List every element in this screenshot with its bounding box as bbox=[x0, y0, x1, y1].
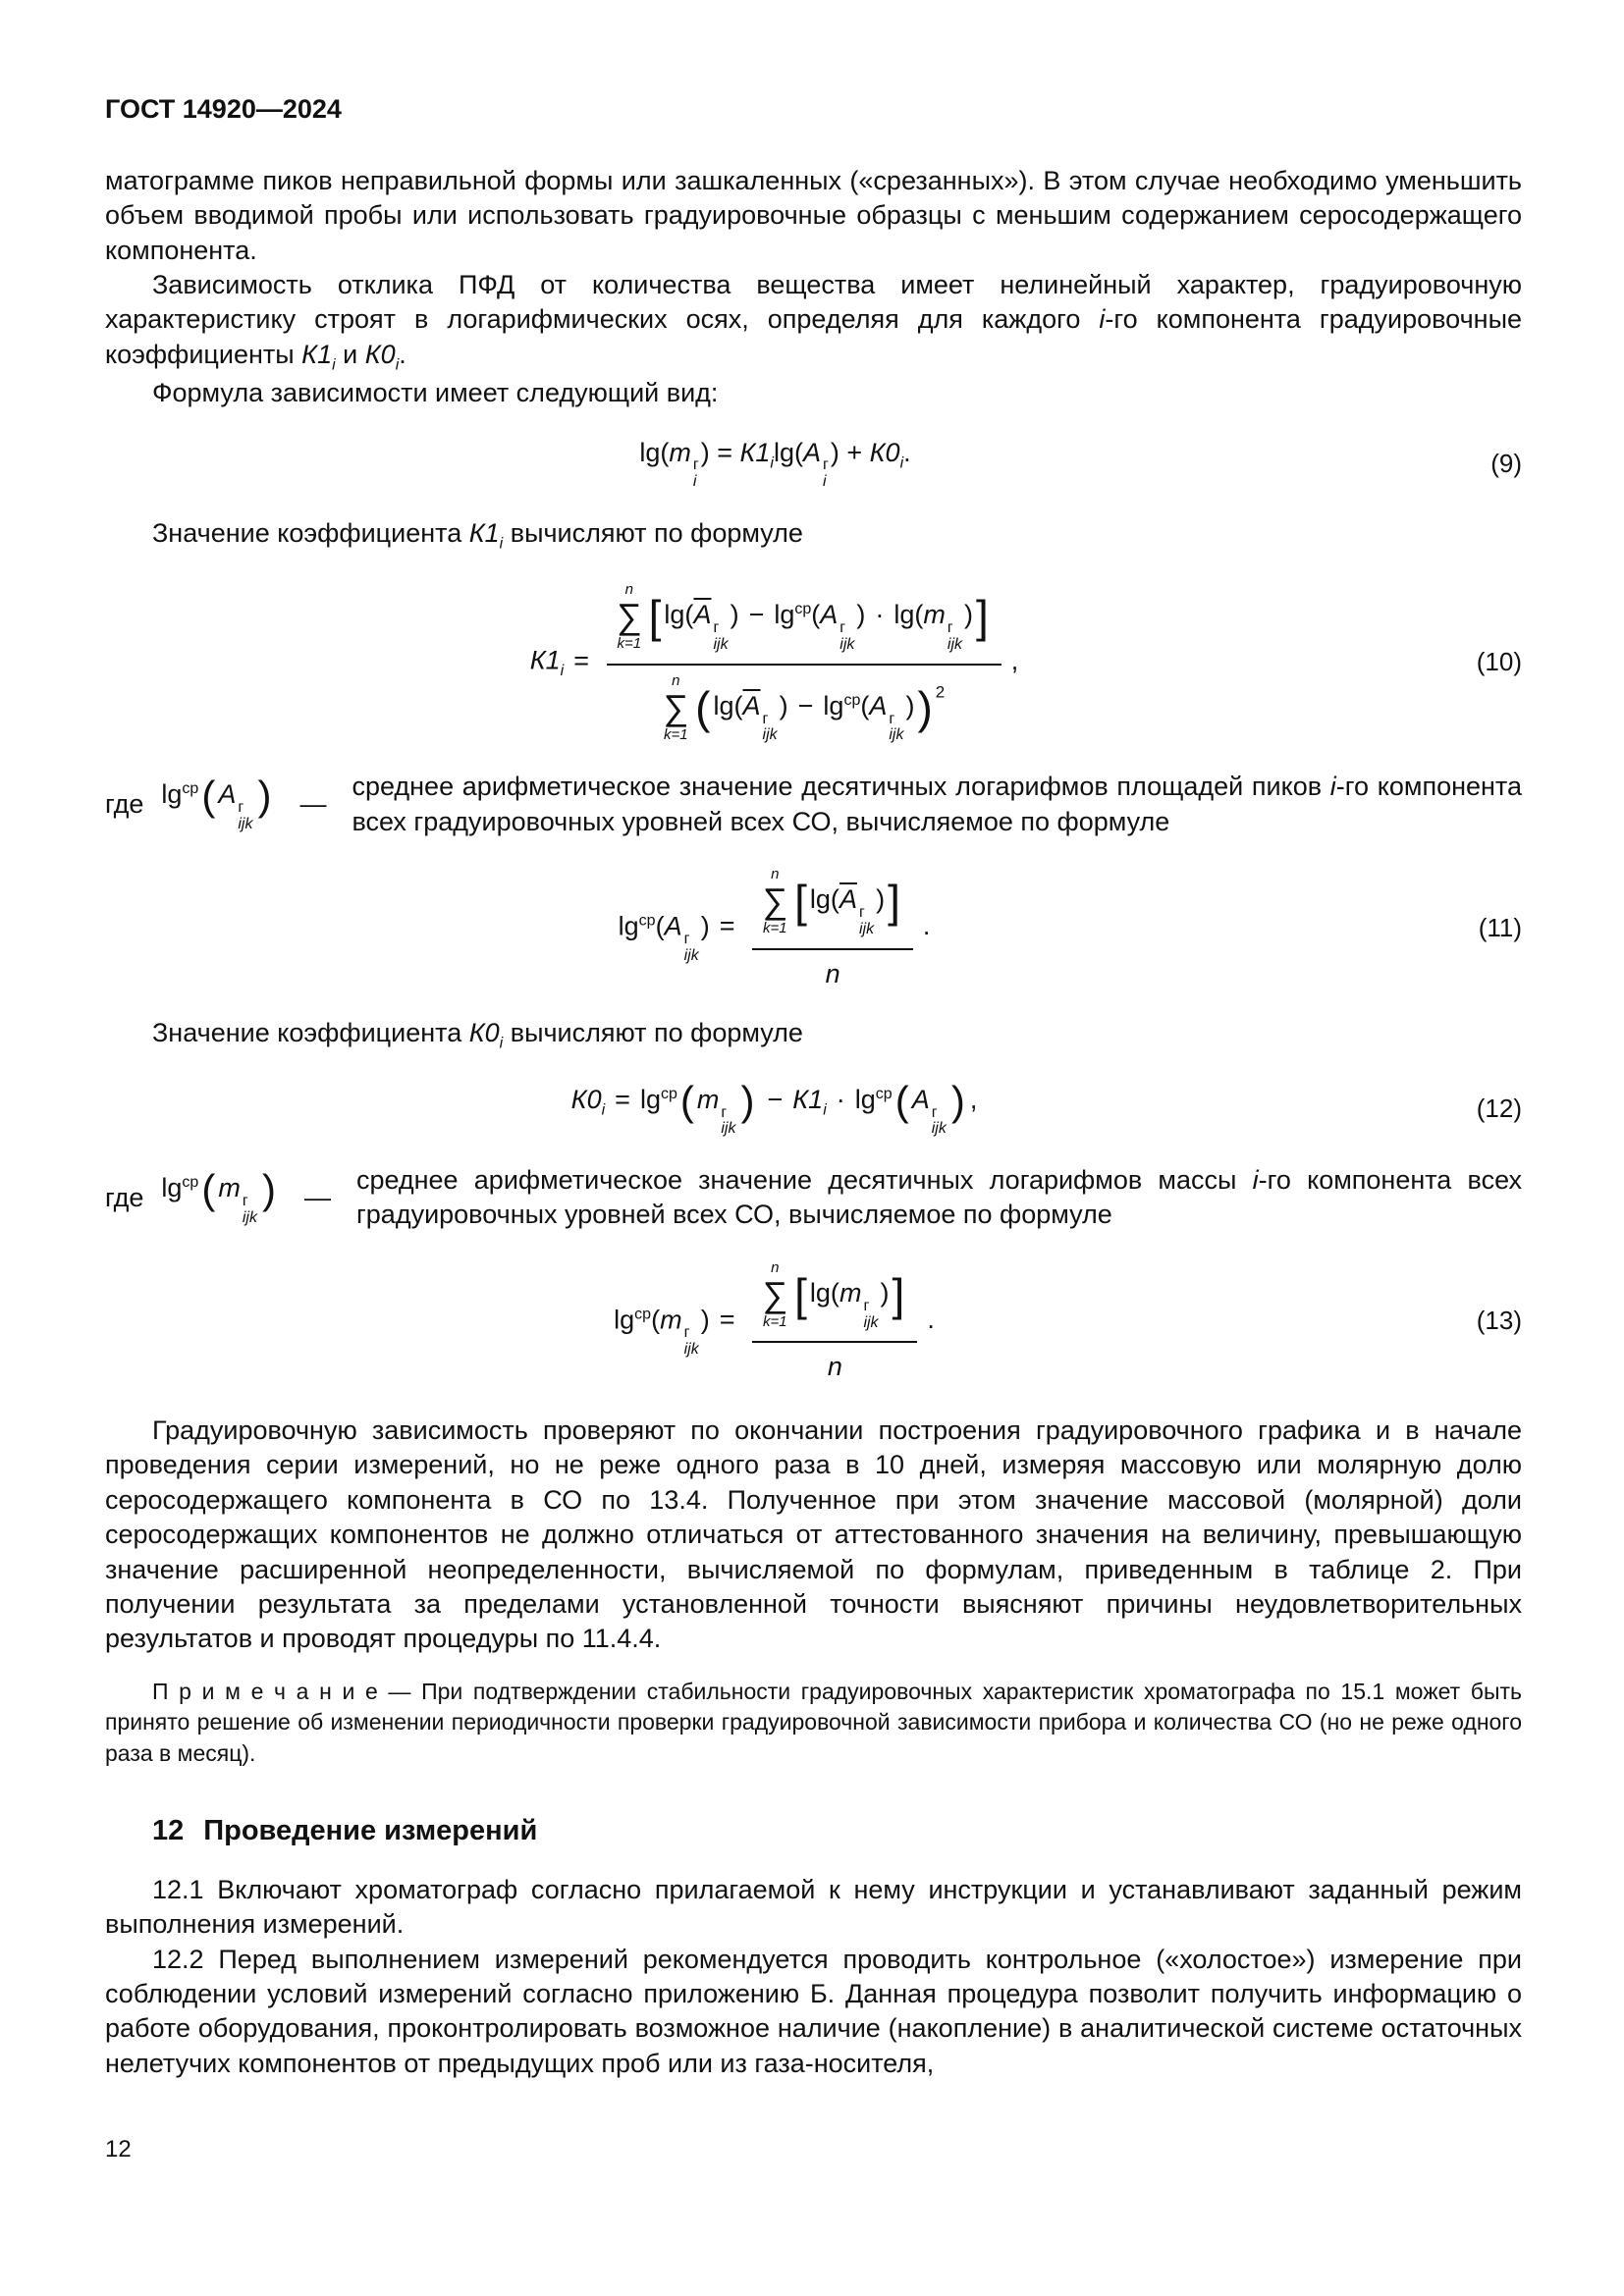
math-sup: ср bbox=[182, 1174, 199, 1192]
math-punct: ) bbox=[964, 600, 974, 630]
where-keyword: где bbox=[105, 789, 144, 820]
math-operator: ) = bbox=[700, 437, 740, 467]
math-operator: = bbox=[719, 1305, 735, 1335]
math-var: К1 bbox=[529, 645, 561, 675]
text-run: . bbox=[399, 339, 406, 369]
formula-number: (13) bbox=[1476, 1306, 1522, 1336]
math-fn: lg bbox=[823, 690, 844, 721]
math-supsub bbox=[713, 620, 728, 654]
math-var: К1 bbox=[468, 517, 500, 548]
sum-lower-limit: k=1 bbox=[763, 919, 787, 936]
formula-11 bbox=[105, 865, 1522, 990]
math-supsub bbox=[823, 457, 829, 491]
math-operator: · bbox=[836, 1084, 845, 1114]
math-var: m bbox=[839, 1277, 862, 1308]
math-sub: ijk bbox=[863, 1313, 879, 1331]
math-punct: ) bbox=[876, 884, 886, 915]
math-sup: г bbox=[858, 903, 865, 921]
formula-body bbox=[105, 437, 1445, 491]
math-sup: г bbox=[238, 799, 244, 817]
math-punct: ) bbox=[856, 600, 866, 630]
math-supsub bbox=[947, 620, 962, 654]
math-supsub bbox=[763, 712, 778, 745]
sum-upper-limit: n bbox=[624, 581, 633, 599]
paragraph: Формула зависимости имеет следующий вид: bbox=[152, 378, 719, 408]
math-supsub bbox=[839, 620, 854, 654]
math-var: i bbox=[1099, 304, 1106, 335]
sum-lower-limit: k=1 bbox=[664, 725, 688, 743]
section-heading bbox=[105, 1815, 1522, 1847]
math-supsub bbox=[238, 800, 252, 833]
fraction-numerator bbox=[752, 1258, 917, 1344]
math-fn: lg bbox=[774, 600, 795, 630]
math-punct: . bbox=[922, 911, 931, 941]
note bbox=[105, 1677, 1522, 1770]
formula-10 bbox=[105, 580, 1522, 744]
bracket-close: ] bbox=[892, 1268, 905, 1320]
math-fn: lg( bbox=[809, 1277, 839, 1308]
math-supsub bbox=[721, 1105, 735, 1139]
math-var-overbar: $\overline{A}$ bbox=[839, 884, 857, 915]
math-punct: ( bbox=[651, 1305, 661, 1335]
sigma-icon: ∑ bbox=[762, 880, 788, 921]
paragraph: 12.1 Включают хроматограф согласно прилагаемой к нему инструкции и устанавливают заданный режим выполнения измерений. bbox=[105, 1874, 1522, 1940]
math-sup: г bbox=[863, 1297, 870, 1314]
math-fn: lg( bbox=[664, 600, 694, 630]
math-fn: lg( bbox=[809, 884, 839, 915]
sigma-icon: ∑ bbox=[616, 596, 642, 637]
math-sup: г bbox=[839, 619, 846, 637]
paren-close: ) bbox=[261, 1166, 276, 1213]
paragraph bbox=[105, 1016, 1522, 1054]
math-punct: ( bbox=[655, 911, 665, 941]
math-var: К0 bbox=[468, 1018, 500, 1048]
math-fn: lg( bbox=[713, 690, 743, 721]
math-var: К1 bbox=[739, 437, 771, 467]
math-operator: ) + bbox=[830, 437, 870, 467]
math-sup: г bbox=[692, 456, 699, 474]
sum-lower-limit: k=1 bbox=[763, 1312, 787, 1330]
text-run: Значение коэффициента bbox=[152, 517, 469, 548]
text-run: -го компонента градуировочные коэффициенты bbox=[105, 304, 1522, 369]
math-fn: lg bbox=[639, 1084, 661, 1114]
running-header: ГОСТ 14920—2024 bbox=[105, 94, 342, 124]
math-sup: г bbox=[242, 1193, 248, 1210]
dash: — bbox=[299, 789, 327, 820]
math-punct: ( bbox=[860, 690, 870, 721]
math-var-overbar: $\overline{A}$ bbox=[742, 690, 761, 721]
bracket-open: [ bbox=[648, 591, 662, 643]
math-var: A bbox=[869, 690, 888, 721]
math-var: К0 bbox=[869, 437, 900, 467]
math-punct: ) bbox=[905, 690, 915, 721]
paren-close: ) bbox=[740, 1077, 755, 1124]
paragraph: 12.2 Перед выполнением измерений рекомендуется проводить контрольное («холостое») измерение при соблюдении условий измерений согласно приложению Б. Данная процедура позволит получить информацию о работе оборудования, проконтролировать возможное наличие (накопление) в аналитической системе остаточных нелетучих компонентов от предыдущих проб или из газа-носителя, bbox=[105, 1944, 1522, 2078]
math-sub: i bbox=[332, 356, 336, 374]
math-var: К0 bbox=[570, 1084, 602, 1114]
bracket-close: ] bbox=[976, 591, 989, 643]
math-var: A bbox=[911, 1084, 930, 1114]
math-fn: lg bbox=[161, 779, 183, 810]
math-supsub bbox=[684, 1325, 699, 1359]
sum-upper-limit: n bbox=[771, 865, 780, 882]
bracket-open: [ bbox=[794, 1268, 807, 1320]
math-fn: lg bbox=[614, 1305, 635, 1335]
math-var: К1 bbox=[301, 339, 333, 369]
math-sup: г bbox=[823, 456, 829, 474]
sum-lower-limit: k=1 bbox=[617, 635, 642, 653]
summation-symbol bbox=[762, 867, 787, 935]
bracket-close: ] bbox=[888, 875, 900, 927]
text-run: -го компонента всех градуировочных уровней всех СО, вычисляемое по формуле bbox=[355, 1165, 1522, 1230]
fraction bbox=[752, 1258, 917, 1384]
paragraph: Градуировочную зависимость проверяют по окончании построения градуировочного графика и в начале проведения серии измерений, но не реже одного раза в 10 дней, измеряя массовую или молярную долю серосодержащего компонента в СО по 13.4. Полученное при этом значение массовой (молярной) доли серосодержащих компонентов не должно отличаться от аттестованного значения на величину, превышающую значение расширенной неопределенности, вычисляемой по формулам, приведенным в таблице 2. При получении результата за пределами установленной точности выясняют причины неудовлетворительных результатов и проводят процедуры по 11.4.4. bbox=[105, 1415, 1522, 1654]
math-sub: ijk bbox=[839, 635, 855, 653]
formula-12 bbox=[105, 1077, 1522, 1139]
paren-close: ) bbox=[950, 1077, 965, 1124]
math-supsub bbox=[932, 1105, 947, 1139]
math-sub: i bbox=[395, 356, 400, 374]
formula-body bbox=[105, 1077, 1445, 1139]
math-operator: = bbox=[615, 1084, 630, 1114]
math-var: К1 bbox=[792, 1084, 824, 1114]
math-operator: − bbox=[767, 1084, 784, 1114]
math-punct: . bbox=[903, 437, 911, 467]
bracket-open: [ bbox=[794, 875, 807, 927]
math-supsub bbox=[863, 1299, 878, 1332]
math-punct: , bbox=[1010, 645, 1019, 675]
paren-close: ) bbox=[917, 681, 933, 733]
math-sup: ср bbox=[638, 912, 656, 930]
math-supsub bbox=[684, 932, 699, 965]
sum-upper-limit: n bbox=[771, 1258, 780, 1276]
text-run: среднее арифметическое значение десятичных логарифмов площадей пиков bbox=[352, 772, 1330, 802]
math-sub: ijk bbox=[931, 1120, 947, 1138]
math-sub: ijk bbox=[721, 1120, 736, 1138]
where-term bbox=[161, 1166, 279, 1227]
math-sub: ijk bbox=[713, 635, 729, 653]
math-var: A bbox=[803, 437, 822, 467]
formula-9 bbox=[105, 437, 1522, 491]
math-punct: ) bbox=[779, 690, 788, 721]
formula-body bbox=[105, 580, 1445, 744]
math-sup: ср bbox=[843, 691, 861, 709]
section-number: 12 bbox=[152, 1814, 185, 1846]
math-sup: ср bbox=[634, 1306, 652, 1323]
math-sub: i bbox=[560, 663, 565, 680]
math-sup: г bbox=[713, 619, 720, 637]
text-run: вычисляют по формуле bbox=[503, 517, 803, 548]
text-run: Зависимость отклика ПФД от количества вещества имеет нелинейный характер, градуировочную характеристику строят в логарифмических осях, определяя для каждого bbox=[105, 270, 1522, 335]
where-keyword: где bbox=[105, 1182, 144, 1212]
summation-symbol bbox=[664, 673, 689, 742]
paren-open: ( bbox=[201, 1166, 216, 1213]
text-run: среднее арифметическое значение десятичных логарифмов массы bbox=[355, 1165, 1253, 1196]
math-var: A bbox=[664, 911, 682, 941]
math-sub: i bbox=[692, 473, 697, 491]
math-var: A bbox=[218, 779, 237, 810]
math-punct: , bbox=[969, 1084, 978, 1114]
text-run: и bbox=[335, 339, 365, 369]
math-sub: ijk bbox=[947, 635, 963, 653]
sigma-icon: ∑ bbox=[663, 686, 689, 727]
math-punct: ) bbox=[730, 600, 739, 630]
math-punct: ) bbox=[700, 1305, 710, 1335]
math-fn: lg( bbox=[639, 437, 670, 467]
math-sup: г bbox=[762, 710, 769, 727]
paragraph-continuation: матограмме пиков неправильной формы или зашкаленных («срезанных»). В этом случае необходимо уменьшить объем вводимой пробы или использовать градуировочные образцы с меньшим содержанием серосодержащего компонента. bbox=[105, 166, 1522, 265]
math-operator: = bbox=[719, 911, 735, 941]
math-sub: i bbox=[770, 454, 774, 471]
fraction-numerator bbox=[752, 865, 912, 950]
math-supsub bbox=[889, 712, 903, 745]
where-definition-2 bbox=[105, 1163, 1522, 1233]
math-punct: ( bbox=[811, 600, 821, 630]
math-operator: − bbox=[748, 600, 765, 630]
paragraph bbox=[105, 268, 1522, 376]
math-sub: i bbox=[499, 1035, 504, 1052]
math-var: i bbox=[1329, 772, 1336, 802]
fraction bbox=[752, 865, 912, 990]
paragraph bbox=[105, 516, 1522, 555]
math-sub: i bbox=[601, 1101, 606, 1119]
math-exponent: 2 bbox=[935, 682, 946, 702]
formula-body bbox=[105, 1258, 1445, 1384]
math-sup: г bbox=[947, 619, 953, 637]
math-var-overbar: $\overline{A}$ bbox=[693, 600, 712, 630]
fraction-denominator bbox=[752, 1343, 917, 1384]
math-sub: ijk bbox=[858, 920, 875, 937]
math-punct: ) bbox=[700, 911, 710, 941]
math-var: A bbox=[820, 600, 839, 630]
math-sup: г bbox=[889, 710, 895, 727]
math-operator: − bbox=[797, 690, 814, 721]
math-fn: lg( bbox=[773, 437, 803, 467]
formula-13 bbox=[105, 1258, 1522, 1384]
where-text bbox=[356, 1163, 1522, 1233]
math-sub: i bbox=[823, 1101, 827, 1119]
math-var: К0 bbox=[364, 339, 396, 369]
paren-open: ( bbox=[201, 773, 216, 820]
math-var: m bbox=[660, 1305, 682, 1335]
math-sub: i bbox=[823, 473, 827, 491]
sigma-icon: ∑ bbox=[762, 1273, 788, 1314]
math-sub: ijk bbox=[762, 726, 778, 744]
math-operator: = bbox=[573, 645, 589, 675]
math-var: i bbox=[1252, 1165, 1259, 1196]
math-sub: ijk bbox=[683, 946, 699, 964]
math-sub: ijk bbox=[238, 816, 253, 833]
math-fn: lg( bbox=[893, 600, 924, 630]
paren-open: ( bbox=[695, 681, 711, 733]
formula-number: (12) bbox=[1476, 1094, 1522, 1124]
note-text: При подтверждении стабильности градуировочных характеристик хроматографа по 15.1 может быть принято решение об изменении периодичности проверки градуировочной зависимости прибора и количества СО (но не реже одного раза в месяц). bbox=[105, 1678, 1523, 1767]
section-title: Проведение измерений bbox=[203, 1814, 538, 1846]
math-var: m bbox=[669, 437, 691, 467]
math-sup: г bbox=[683, 931, 690, 948]
math-var: m bbox=[923, 600, 946, 630]
paren-open: ( bbox=[894, 1077, 909, 1124]
sum-upper-limit: n bbox=[672, 671, 680, 689]
summation-symbol bbox=[762, 1260, 787, 1329]
dash: — bbox=[303, 1182, 331, 1212]
math-sub: ijk bbox=[683, 1340, 699, 1358]
page-number: 12 bbox=[105, 2135, 132, 2163]
note-label: П р и м е ч а н и е bbox=[152, 1678, 378, 1704]
math-supsub bbox=[243, 1194, 257, 1227]
formula-number: (10) bbox=[1476, 647, 1522, 677]
fraction-numerator bbox=[607, 580, 1001, 666]
where-text bbox=[352, 770, 1522, 839]
math-sup: г bbox=[721, 1103, 728, 1121]
math-sub: i bbox=[499, 535, 504, 553]
fraction-denominator bbox=[752, 950, 912, 991]
math-fn: lg bbox=[854, 1084, 876, 1114]
math-punct: . bbox=[927, 1305, 935, 1335]
dash: — bbox=[377, 1678, 422, 1704]
where-definition-1 bbox=[105, 770, 1522, 839]
paren-open: ( bbox=[679, 1077, 694, 1124]
math-sup: г bbox=[931, 1103, 938, 1121]
math-supsub bbox=[859, 905, 874, 938]
formula-number: (9) bbox=[1490, 448, 1522, 478]
math-sup: ср bbox=[182, 780, 199, 798]
math-sup: ср bbox=[875, 1085, 893, 1102]
math-supsub bbox=[693, 457, 699, 491]
math-sup: ср bbox=[660, 1085, 677, 1102]
formula-body bbox=[105, 865, 1445, 990]
where-term bbox=[161, 775, 274, 833]
formula-number: (11) bbox=[1478, 912, 1522, 942]
text-run: Значение коэффициента bbox=[152, 1018, 469, 1048]
math-operator: · bbox=[875, 600, 885, 630]
math-var: m bbox=[218, 1173, 241, 1203]
math-sup: ср bbox=[794, 601, 812, 618]
math-sub: i bbox=[899, 454, 904, 471]
paren-close: ) bbox=[257, 773, 272, 820]
math-var: m bbox=[696, 1084, 720, 1114]
math-sub: ijk bbox=[889, 726, 904, 744]
math-fn: lg bbox=[161, 1173, 183, 1203]
math-var: n bbox=[827, 1352, 842, 1382]
math-punct: ) bbox=[880, 1277, 890, 1308]
text-run: вычисляют по формуле bbox=[503, 1018, 803, 1048]
fraction-denominator bbox=[607, 666, 1001, 745]
summation-symbol bbox=[617, 582, 642, 651]
math-sub: ijk bbox=[242, 1208, 257, 1226]
fraction bbox=[607, 580, 1001, 744]
math-sup: г bbox=[683, 1323, 690, 1341]
math-var: n bbox=[825, 958, 840, 988]
math-fn: lg bbox=[618, 911, 639, 941]
text-run: -го компонента всех градуировочных уровней всех СО, вычисляемое по формуле bbox=[352, 772, 1522, 836]
